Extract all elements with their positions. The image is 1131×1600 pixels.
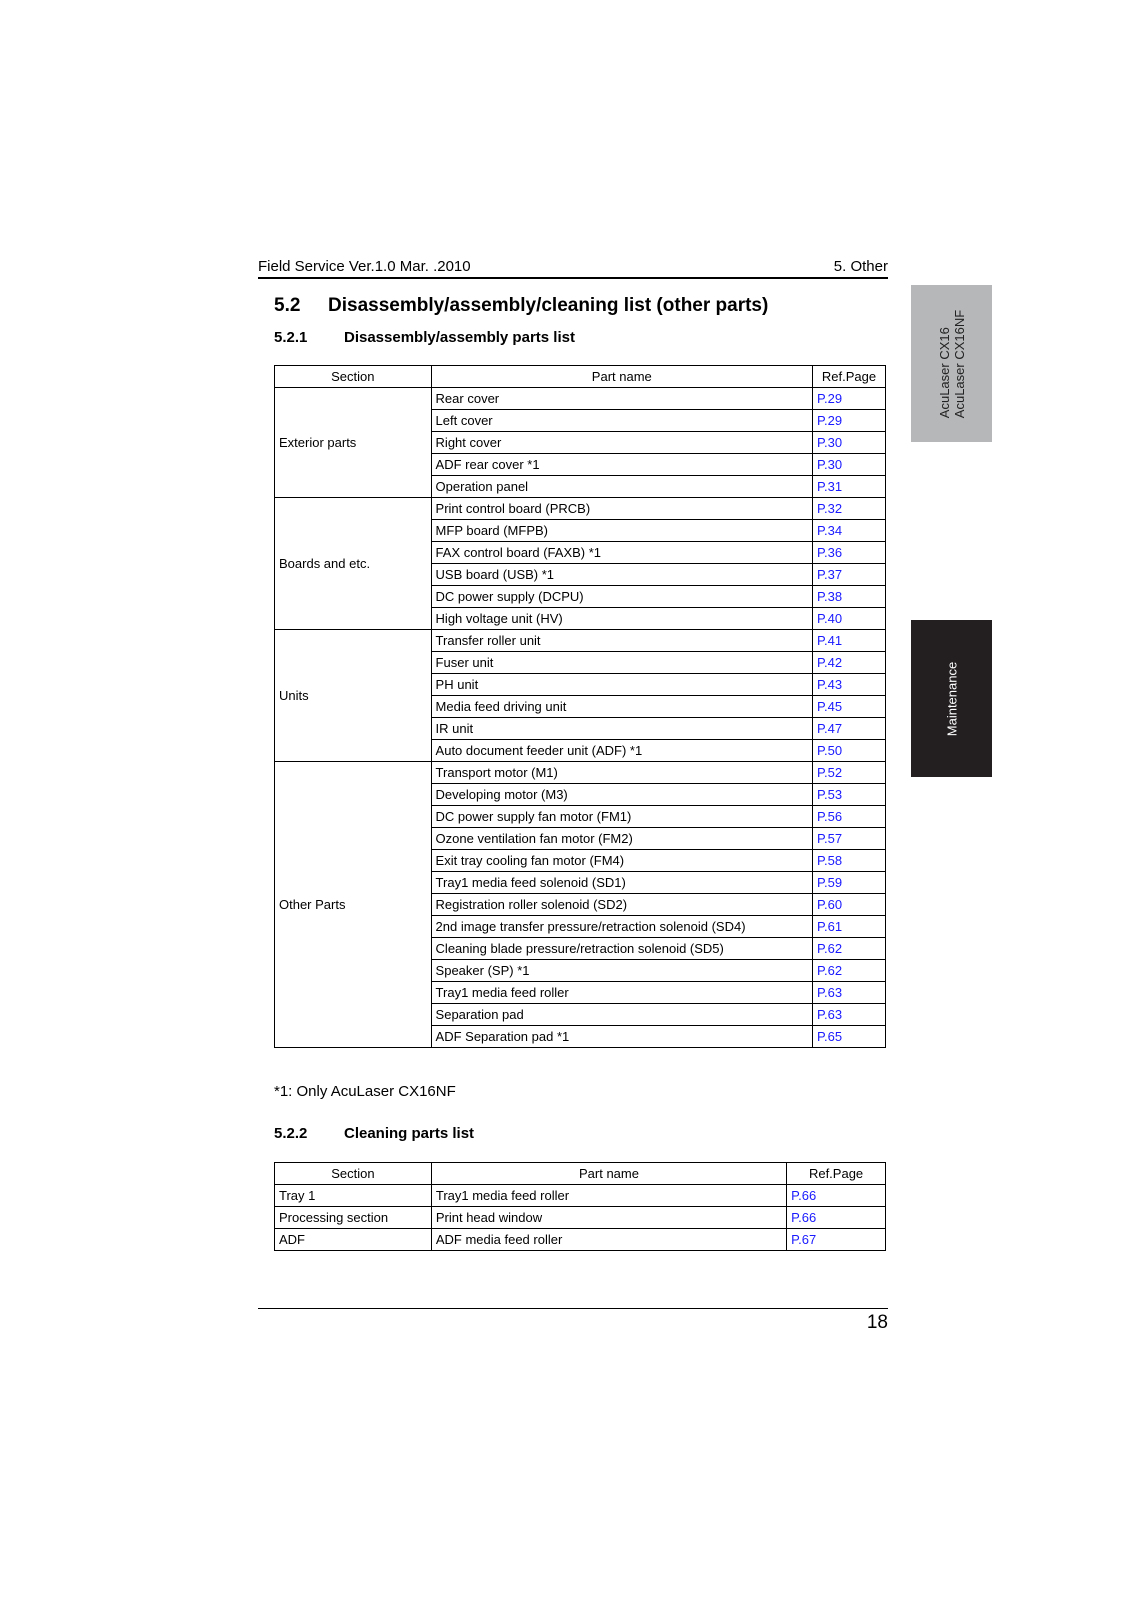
disassembly-parts-table	[274, 365, 886, 1048]
ref-page-link[interactable]: P.67	[787, 1229, 886, 1251]
model-tab-text	[937, 309, 967, 417]
model-name-line: AcuLaser CX16	[936, 326, 952, 418]
part-name-cell: ADF Separation pad *1	[431, 1026, 813, 1048]
subsection-heading-cleaning	[274, 1125, 474, 1142]
part-name-cell: FAX control board (FAXB) *1	[431, 542, 813, 564]
column-header-section: Section	[275, 366, 432, 388]
part-name-cell: Cleaning blade pressure/retraction solenoid (SD5)	[431, 938, 813, 960]
column-header-part-name: Part name	[431, 366, 813, 388]
part-name-cell: Tray1 media feed solenoid (SD1)	[431, 872, 813, 894]
page-number: 18	[866, 1312, 888, 1333]
table-row	[275, 1185, 886, 1207]
part-name-cell: MFP board (MFPB)	[431, 520, 813, 542]
ref-page-link[interactable]: P.66	[787, 1207, 886, 1229]
part-name-cell: Print control board (PRCB)	[431, 498, 813, 520]
header-title: Field Service Ver.1.0 Mar. .2010	[258, 258, 471, 275]
part-name-cell: Print head window	[431, 1207, 786, 1229]
part-name-cell: Registration roller solenoid (SD2)	[431, 894, 813, 916]
ref-page-link[interactable]: P.40	[813, 608, 886, 630]
ref-page-link[interactable]: P.63	[813, 982, 886, 1004]
ref-page-link[interactable]: P.43	[813, 674, 886, 696]
table-header-row	[275, 366, 886, 388]
maintenance-side-tab[interactable]	[911, 620, 992, 777]
table-row	[275, 1207, 886, 1229]
model-name-line: AcuLaser CX16NF	[951, 309, 967, 418]
subsection-number: 5.2.2	[274, 1125, 308, 1142]
ref-page-link[interactable]: P.61	[813, 916, 886, 938]
subsection-title: Cleaning parts list	[344, 1125, 475, 1142]
model-side-tab	[911, 285, 992, 442]
part-name-cell: High voltage unit (HV)	[431, 608, 813, 630]
section-title: Disassembly/assembly/cleaning list (other parts)	[328, 295, 769, 316]
section-cell: Boards and etc.	[275, 498, 432, 630]
section-cell: Other Parts	[275, 762, 432, 1048]
table-row	[275, 388, 886, 410]
section-cell: Processing section	[275, 1207, 432, 1229]
ref-page-link[interactable]: P.66	[787, 1185, 886, 1207]
page-header	[258, 256, 888, 276]
section-cell: Tray 1	[275, 1185, 432, 1207]
ref-page-link[interactable]: P.42	[813, 652, 886, 674]
ref-page-link[interactable]: P.29	[813, 410, 886, 432]
ref-page-link[interactable]: P.56	[813, 806, 886, 828]
part-name-cell: Developing motor (M3)	[431, 784, 813, 806]
column-header-ref-page: Ref.Page	[813, 366, 886, 388]
part-name-cell: Ozone ventilation fan motor (FM2)	[431, 828, 813, 850]
part-name-cell: PH unit	[431, 674, 813, 696]
section-number: 5.2	[274, 295, 301, 316]
table-row	[275, 498, 886, 520]
part-name-cell: Separation pad	[431, 1004, 813, 1026]
ref-page-link[interactable]: P.53	[813, 784, 886, 806]
cleaning-parts-table	[274, 1162, 886, 1251]
part-name-cell: Transfer roller unit	[431, 630, 813, 652]
ref-page-link[interactable]: P.52	[813, 762, 886, 784]
ref-page-link[interactable]: P.45	[813, 696, 886, 718]
column-header-ref-page: Ref.Page	[787, 1163, 886, 1185]
ref-page-link[interactable]: P.34	[813, 520, 886, 542]
part-name-cell: ADF rear cover *1	[431, 454, 813, 476]
ref-page-link[interactable]: P.62	[813, 938, 886, 960]
part-name-cell: USB board (USB) *1	[431, 564, 813, 586]
ref-page-link[interactable]: P.37	[813, 564, 886, 586]
part-name-cell: Transport motor (M1)	[431, 762, 813, 784]
footnote: *1: Only AcuLaser CX16NF	[274, 1083, 456, 1100]
ref-page-link[interactable]: P.29	[813, 388, 886, 410]
part-name-cell: DC power supply fan motor (FM1)	[431, 806, 813, 828]
ref-page-link[interactable]: P.57	[813, 828, 886, 850]
ref-page-link[interactable]: P.30	[813, 432, 886, 454]
ref-page-link[interactable]: P.59	[813, 872, 886, 894]
header-rule	[258, 277, 888, 279]
column-header-section: Section	[275, 1163, 432, 1185]
part-name-cell: Operation panel	[431, 476, 813, 498]
part-name-cell: Exit tray cooling fan motor (FM4)	[431, 850, 813, 872]
part-name-cell: IR unit	[431, 718, 813, 740]
part-name-cell: Media feed driving unit	[431, 696, 813, 718]
section-heading	[274, 295, 768, 317]
section-cell: Exterior parts	[275, 388, 432, 498]
ref-page-link[interactable]: P.47	[813, 718, 886, 740]
part-name-cell: 2nd image transfer pressure/retraction solenoid (SD4)	[431, 916, 813, 938]
part-name-cell: Fuser unit	[431, 652, 813, 674]
maintenance-tab-label: Maintenance	[944, 661, 959, 736]
ref-page-link[interactable]: P.65	[813, 1026, 886, 1048]
header-chapter: 5. Other	[833, 258, 888, 275]
ref-page-link[interactable]: P.60	[813, 894, 886, 916]
ref-page-link[interactable]: P.63	[813, 1004, 886, 1026]
part-name-cell: ADF media feed roller	[431, 1229, 786, 1251]
table-header-row	[275, 1163, 886, 1185]
section-cell: ADF	[275, 1229, 432, 1251]
ref-page-link[interactable]: P.38	[813, 586, 886, 608]
part-name-cell: Rear cover	[431, 388, 813, 410]
part-name-cell: DC power supply (DCPU)	[431, 586, 813, 608]
ref-page-link[interactable]: P.41	[813, 630, 886, 652]
subsection-title: Disassembly/assembly parts list	[344, 329, 575, 346]
ref-page-link[interactable]: P.30	[813, 454, 886, 476]
table-row	[275, 762, 886, 784]
ref-page-link[interactable]: P.58	[813, 850, 886, 872]
part-name-cell: Speaker (SP) *1	[431, 960, 813, 982]
part-name-cell: Tray1 media feed roller	[431, 982, 813, 1004]
ref-page-link[interactable]: P.31	[813, 476, 886, 498]
subsection-heading-disassembly	[274, 329, 575, 346]
ref-page-link[interactable]: P.50	[813, 740, 886, 762]
part-name-cell: Right cover	[431, 432, 813, 454]
ref-page-link[interactable]: P.32	[813, 498, 886, 520]
part-name-cell: Auto document feeder unit (ADF) *1	[431, 740, 813, 762]
table-row	[275, 1229, 886, 1251]
table-row	[275, 630, 886, 652]
part-name-cell: Tray1 media feed roller	[431, 1185, 786, 1207]
ref-page-link[interactable]: P.62	[813, 960, 886, 982]
ref-page-link[interactable]: P.36	[813, 542, 886, 564]
column-header-part-name: Part name	[431, 1163, 786, 1185]
subsection-number: 5.2.1	[274, 329, 308, 346]
part-name-cell: Left cover	[431, 410, 813, 432]
section-cell: Units	[275, 630, 432, 762]
footer-rule	[258, 1308, 888, 1309]
